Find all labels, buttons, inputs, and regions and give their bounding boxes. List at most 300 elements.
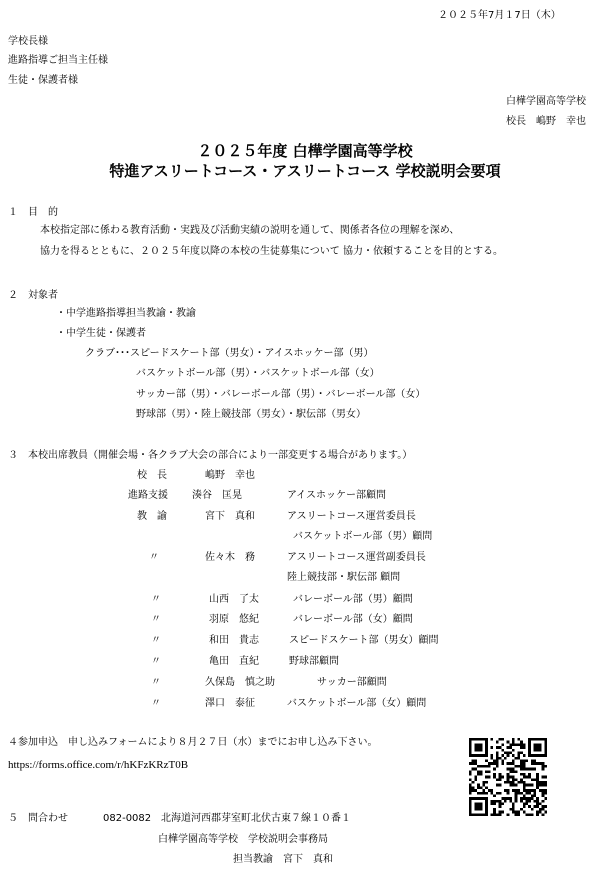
qr-module	[542, 765, 545, 768]
qr-module	[536, 805, 539, 808]
qr-module	[499, 792, 502, 795]
staff-duty: アスリートコース運営副委員長	[287, 552, 426, 563]
qr-module	[469, 773, 472, 776]
qr-module	[472, 781, 475, 784]
qr-module	[531, 797, 534, 800]
qr-module	[539, 789, 542, 792]
qr-module	[482, 765, 485, 768]
qr-module	[520, 778, 523, 781]
qr-module	[491, 746, 494, 749]
staff-role: 教 諭	[137, 511, 167, 522]
qr-module	[474, 746, 477, 749]
club-line: 野球部（男）・陸上競技部（男女）・駅伝部（男女）	[136, 409, 366, 420]
qr-module	[536, 776, 539, 779]
qr-module	[531, 762, 534, 765]
qr-module	[493, 794, 496, 797]
qr-module	[542, 808, 545, 811]
qr-code-icon	[469, 738, 547, 816]
qr-module	[485, 781, 488, 784]
qr-module	[488, 770, 491, 773]
qr-module	[507, 776, 510, 779]
qr-module	[480, 797, 483, 800]
qr-module	[491, 789, 494, 792]
qr-module	[480, 754, 483, 757]
qr-module	[544, 784, 547, 787]
contact-office: 白樺学園高等学校 学校説明会事務局	[158, 834, 328, 845]
qr-module	[528, 813, 531, 816]
staff-duty: バスケットボール部（男）顧問	[293, 531, 433, 542]
qr-module	[544, 776, 547, 779]
qr-module	[523, 743, 526, 746]
qr-module	[536, 803, 539, 806]
qr-module	[517, 813, 520, 816]
qr-module	[501, 803, 504, 806]
qr-module	[528, 741, 531, 744]
qr-module	[485, 749, 488, 752]
qr-module	[544, 797, 547, 800]
qr-module	[477, 765, 480, 768]
qr-module	[520, 746, 523, 749]
qr-module	[523, 797, 526, 800]
qr-module	[474, 805, 477, 808]
qr-module	[507, 751, 510, 754]
qr-module	[499, 776, 502, 779]
qr-module	[542, 789, 545, 792]
qr-module	[469, 743, 472, 746]
qr-module	[480, 738, 483, 741]
qr-module	[528, 743, 531, 746]
qr-module	[477, 792, 480, 795]
qr-module	[539, 749, 542, 752]
qr-module	[528, 746, 531, 749]
recipient-principal: 学校長様	[8, 36, 48, 47]
qr-module	[531, 784, 534, 787]
qr-module	[509, 781, 512, 784]
qr-module	[507, 746, 510, 749]
qr-module	[534, 746, 537, 749]
qr-module	[515, 792, 518, 795]
qr-module	[509, 770, 512, 773]
qr-module	[469, 797, 472, 800]
qr-module	[472, 762, 475, 765]
qr-module	[542, 768, 545, 771]
qr-module	[512, 741, 515, 744]
qr-module	[469, 751, 472, 754]
qr-module	[534, 805, 537, 808]
qr-module	[496, 757, 499, 760]
qr-module	[517, 781, 520, 784]
qr-module	[480, 773, 483, 776]
qr-module	[493, 773, 496, 776]
qr-module	[472, 760, 475, 763]
qr-module	[520, 760, 523, 763]
staff-name: 和田 貴志	[209, 635, 259, 646]
staff-role: 校 長	[137, 470, 167, 481]
qr-module	[520, 808, 523, 811]
qr-module	[472, 738, 475, 741]
qr-module	[485, 765, 488, 768]
qr-module	[493, 813, 496, 816]
section1-heading: １ 目 的	[8, 207, 58, 218]
qr-module	[544, 749, 547, 752]
qr-module	[515, 794, 518, 797]
qr-module	[515, 770, 518, 773]
qr-module	[472, 789, 475, 792]
qr-module	[539, 781, 542, 784]
qr-module	[469, 811, 472, 814]
qr-module	[477, 784, 480, 787]
contact-teacher: 担当教諭 宮下 真和	[233, 854, 333, 865]
qr-module	[469, 800, 472, 803]
qr-module	[480, 792, 483, 795]
qr-module	[525, 800, 528, 803]
qr-module	[493, 808, 496, 811]
staff-name: 山西 了太	[209, 594, 259, 605]
qr-module	[509, 800, 512, 803]
qr-module	[520, 773, 523, 776]
qr-module	[496, 765, 499, 768]
qr-module	[477, 770, 480, 773]
section4-application: ４参加申込 申し込みフォームにより８月２７日（水）までにお申し込み下さい。	[8, 737, 378, 748]
qr-module	[496, 760, 499, 763]
target-item: ・中学生徒・保護者	[56, 328, 146, 339]
qr-module	[504, 757, 507, 760]
qr-module	[542, 781, 545, 784]
qr-module	[525, 813, 528, 816]
qr-module	[544, 746, 547, 749]
qr-module	[501, 811, 504, 814]
qr-module	[480, 805, 483, 808]
qr-module	[491, 738, 494, 741]
qr-module	[499, 805, 502, 808]
qr-module	[523, 805, 526, 808]
qr-module	[512, 760, 515, 763]
qr-module	[531, 794, 534, 797]
qr-module	[517, 789, 520, 792]
qr-module	[534, 762, 537, 765]
qr-module	[477, 746, 480, 749]
qr-module	[536, 743, 539, 746]
qr-module	[469, 738, 472, 741]
staff-role: 〃	[151, 614, 161, 625]
qr-module	[528, 768, 531, 771]
qr-module	[491, 792, 494, 795]
qr-module	[536, 762, 539, 765]
recipient-students-parents: 生徒・保護者様	[8, 75, 78, 86]
qr-module	[515, 765, 518, 768]
qr-module	[477, 738, 480, 741]
qr-module	[474, 754, 477, 757]
staff-role: 〃	[151, 594, 161, 605]
qr-module	[534, 749, 537, 752]
qr-module	[512, 789, 515, 792]
qr-module	[493, 776, 496, 779]
qr-module	[534, 760, 537, 763]
qr-module	[525, 784, 528, 787]
qr-module	[539, 784, 542, 787]
qr-module	[517, 743, 520, 746]
qr-module	[544, 789, 547, 792]
qr-module	[477, 754, 480, 757]
qr-module	[499, 811, 502, 814]
qr-module	[542, 800, 545, 803]
qr-module	[485, 805, 488, 808]
qr-module	[534, 794, 537, 797]
qr-module	[469, 770, 472, 773]
qr-module	[517, 738, 520, 741]
qr-module	[528, 797, 531, 800]
recipient-career-guidance: 進路指導ご担当主任様	[8, 55, 108, 66]
qr-module	[474, 760, 477, 763]
document-date: ２０２５年7月１7日（木）	[438, 10, 561, 21]
qr-module	[523, 746, 526, 749]
qr-module	[520, 781, 523, 784]
qr-module	[491, 757, 494, 760]
qr-module	[499, 778, 502, 781]
qr-module	[477, 808, 480, 811]
qr-module	[499, 784, 502, 787]
qr-module	[477, 813, 480, 816]
qr-module	[485, 776, 488, 779]
qr-module	[491, 813, 494, 816]
qr-module	[512, 803, 515, 806]
qr-module	[512, 738, 515, 741]
staff-role: 〃	[151, 635, 161, 646]
qr-module	[523, 811, 526, 814]
qr-module	[528, 789, 531, 792]
qr-module	[512, 749, 515, 752]
qr-module	[474, 789, 477, 792]
qr-module	[525, 789, 528, 792]
qr-module	[474, 776, 477, 779]
qr-module	[536, 800, 539, 803]
qr-module	[544, 811, 547, 814]
section1-line-2: 協力を得るとともに、２０２５年度以降の本校の生徒募集について 協力・依頼することを目的とする。	[40, 246, 503, 257]
club-line: バスケットボール部（男）・バスケットボール部（女）	[136, 368, 380, 379]
staff-name: 亀田 直紀	[209, 656, 259, 667]
qr-module	[469, 741, 472, 744]
qr-module	[496, 762, 499, 765]
qr-module	[542, 762, 545, 765]
qr-module	[512, 811, 515, 814]
qr-module	[480, 765, 483, 768]
qr-module	[507, 789, 510, 792]
application-form-link[interactable]: https://forms.office.com/r/hKFzKRzT0B	[8, 759, 189, 771]
qr-module	[523, 768, 526, 771]
qr-module	[477, 797, 480, 800]
qr-module	[544, 805, 547, 808]
qr-module	[517, 765, 520, 768]
qr-module	[528, 738, 531, 741]
qr-module	[536, 811, 539, 814]
staff-name: 嶋野 幸也	[205, 470, 255, 481]
qr-module	[482, 738, 485, 741]
qr-module	[542, 784, 545, 787]
qr-module	[499, 813, 502, 816]
qr-module	[474, 813, 477, 816]
qr-module	[480, 813, 483, 816]
qr-module	[474, 778, 477, 781]
qr-module	[507, 781, 510, 784]
qr-module	[515, 813, 518, 816]
qr-module	[501, 776, 504, 779]
qr-module	[469, 762, 472, 765]
qr-module	[512, 754, 515, 757]
qr-module	[485, 800, 488, 803]
qr-module	[544, 765, 547, 768]
qr-module	[499, 773, 502, 776]
qr-module	[469, 792, 472, 795]
qr-module	[512, 781, 515, 784]
qr-module	[488, 765, 491, 768]
qr-module	[491, 762, 494, 765]
qr-module	[469, 746, 472, 749]
qr-module	[485, 760, 488, 763]
qr-module	[488, 762, 491, 765]
qr-module	[491, 803, 494, 806]
qr-module	[523, 794, 526, 797]
qr-module	[523, 765, 526, 768]
qr-module	[507, 813, 510, 816]
staff-duty: アイスホッケー部顧問	[287, 490, 386, 501]
qr-module	[485, 813, 488, 816]
target-item: ・中学進路指導担当教諭・教諭	[56, 308, 196, 319]
staff-duty: バレーボール部（男）顧問	[293, 594, 413, 605]
qr-module	[469, 754, 472, 757]
qr-module	[501, 762, 504, 765]
qr-module	[504, 751, 507, 754]
qr-module	[501, 749, 504, 752]
qr-module	[536, 746, 539, 749]
qr-module	[480, 786, 483, 789]
qr-module	[507, 754, 510, 757]
qr-module	[480, 803, 483, 806]
qr-module	[469, 808, 472, 811]
qr-module	[509, 776, 512, 779]
qr-module	[523, 803, 526, 806]
qr-module	[485, 738, 488, 741]
sender-school: 白樺学園高等学校	[506, 96, 586, 107]
qr-module	[509, 751, 512, 754]
qr-module	[507, 792, 510, 795]
qr-module	[520, 751, 523, 754]
qr-module	[528, 792, 531, 795]
qr-module	[531, 754, 534, 757]
qr-module	[523, 754, 526, 757]
qr-module	[496, 784, 499, 787]
qr-module	[534, 768, 537, 771]
staff-duty: スピードスケート部（男女）顧問	[289, 635, 439, 646]
qr-module	[469, 805, 472, 808]
qr-module	[485, 751, 488, 754]
qr-module	[493, 762, 496, 765]
qr-module	[507, 797, 510, 800]
qr-module	[525, 797, 528, 800]
qr-module	[539, 808, 542, 811]
qr-module	[544, 743, 547, 746]
qr-module	[528, 754, 531, 757]
qr-module	[520, 792, 523, 795]
qr-module	[534, 789, 537, 792]
qr-module	[512, 805, 515, 808]
qr-module	[474, 803, 477, 806]
qr-module	[493, 768, 496, 771]
qr-module	[520, 743, 523, 746]
qr-module	[504, 800, 507, 803]
qr-module	[525, 768, 528, 771]
qr-module	[528, 776, 531, 779]
qr-module	[531, 778, 534, 781]
qr-module	[509, 784, 512, 787]
qr-module	[528, 805, 531, 808]
qr-module	[536, 786, 539, 789]
qr-module	[480, 770, 483, 773]
qr-module	[482, 781, 485, 784]
staff-duty: サッカー部顧問	[317, 677, 387, 688]
qr-module	[485, 786, 488, 789]
qr-module	[474, 762, 477, 765]
qr-module	[542, 792, 545, 795]
qr-module	[528, 800, 531, 803]
qr-module	[539, 803, 542, 806]
staff-name: 久保島 慎之助	[205, 677, 275, 688]
qr-module	[544, 781, 547, 784]
qr-module	[534, 778, 537, 781]
qr-module	[499, 803, 502, 806]
qr-module	[509, 743, 512, 746]
qr-module	[499, 800, 502, 803]
qr-module	[515, 800, 518, 803]
staff-name: 宮下 真和	[205, 511, 255, 522]
qr-module	[536, 781, 539, 784]
qr-module	[531, 789, 534, 792]
qr-module	[477, 803, 480, 806]
qr-module	[480, 743, 483, 746]
qr-module	[520, 762, 523, 765]
qr-module	[523, 784, 526, 787]
qr-module	[472, 754, 475, 757]
qr-module	[542, 794, 545, 797]
qr-module	[509, 768, 512, 771]
qr-module	[482, 754, 485, 757]
qr-module	[544, 754, 547, 757]
section1-line-1: 本校指定部に係わる教育活動・実践及び活動実績の説明を通して、関係者各位の理解を深め、	[40, 225, 460, 236]
qr-module	[477, 749, 480, 752]
qr-module	[507, 762, 510, 765]
qr-module	[472, 813, 475, 816]
qr-module	[507, 773, 510, 776]
qr-module	[477, 786, 480, 789]
qr-module	[469, 786, 472, 789]
qr-module	[544, 792, 547, 795]
qr-module	[536, 813, 539, 816]
qr-module	[499, 738, 502, 741]
qr-module	[544, 751, 547, 754]
qr-module	[509, 746, 512, 749]
section3-heading: ３ 本校出席教員（開催会場・各クラブ大会の部合により一部変更する場合があります。）	[8, 450, 413, 461]
qr-module	[485, 792, 488, 795]
qr-module	[515, 789, 518, 792]
qr-module	[515, 811, 518, 814]
qr-module	[472, 768, 475, 771]
qr-module	[539, 811, 542, 814]
qr-module	[539, 738, 542, 741]
qr-module	[509, 808, 512, 811]
qr-module	[517, 811, 520, 814]
qr-module	[536, 797, 539, 800]
qr-module	[480, 746, 483, 749]
section5-heading: ５ 問合わせ	[8, 813, 68, 824]
